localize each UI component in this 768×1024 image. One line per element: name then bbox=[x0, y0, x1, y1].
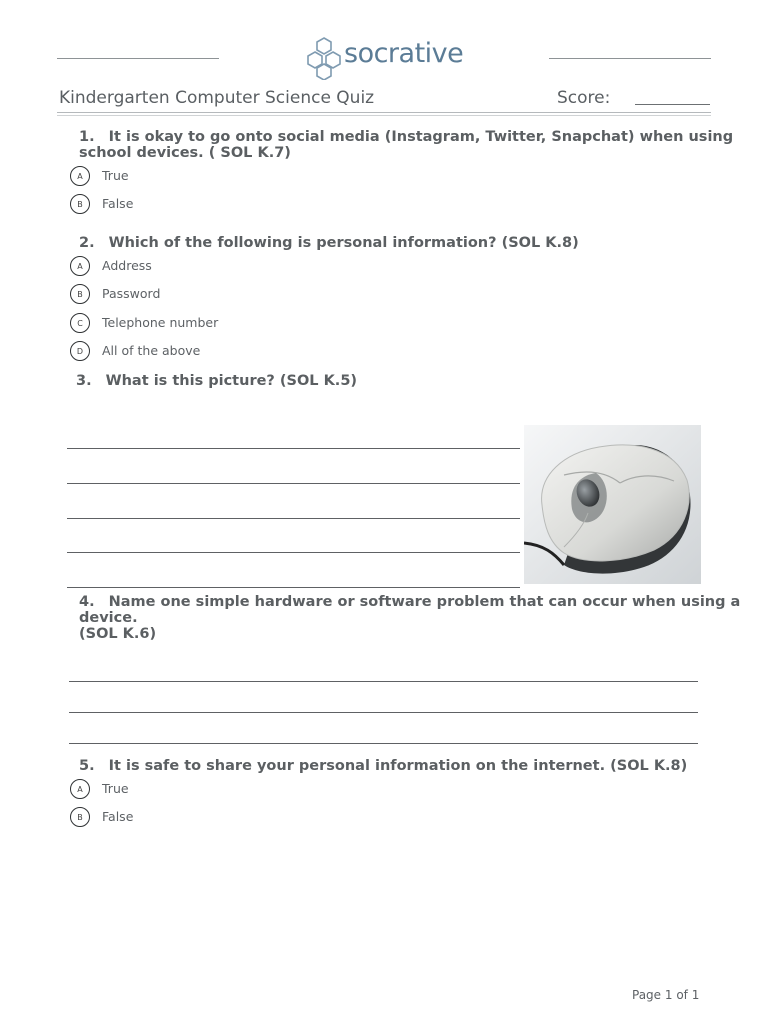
option-bubble[interactable]: B bbox=[70, 194, 90, 214]
question-text-cont: school devices. ( SOL K.7) bbox=[79, 145, 291, 161]
option-label: Telephone number bbox=[102, 315, 219, 330]
question-3 bbox=[76, 373, 476, 389]
question-5 bbox=[79, 758, 739, 774]
question-number: 4. bbox=[79, 594, 95, 610]
option-label: False bbox=[102, 196, 134, 211]
question-number: 3. bbox=[76, 373, 92, 389]
question-number: 2. bbox=[79, 235, 95, 251]
question-1 bbox=[79, 129, 739, 161]
brand-name: socrative bbox=[344, 38, 464, 69]
answer-line[interactable] bbox=[67, 448, 520, 449]
page-number: Page 1 of 1 bbox=[632, 988, 700, 1002]
answer-line[interactable] bbox=[67, 587, 520, 588]
question-2 bbox=[79, 235, 739, 251]
option-label: All of the above bbox=[102, 343, 201, 358]
question-text: What is this picture? (SOL K.5) bbox=[105, 373, 358, 389]
option-bubble[interactable]: B bbox=[70, 807, 90, 827]
answer-line[interactable] bbox=[69, 712, 698, 713]
answer-line[interactable] bbox=[69, 681, 698, 682]
score-label: Score: bbox=[557, 88, 611, 108]
question-text: It is okay to go onto social media (Instagram, Twitter, Snapchat) when using bbox=[108, 129, 734, 145]
option-bubble[interactable]: A bbox=[70, 779, 90, 799]
option-label: Address bbox=[102, 258, 152, 273]
socrative-logo bbox=[306, 36, 466, 80]
option-bubble[interactable]: B bbox=[70, 284, 90, 304]
question-number: 5. bbox=[79, 758, 95, 774]
question-text: Name one simple hardware or software problem that can occur when using a device. bbox=[79, 594, 741, 626]
hexagon-cluster-icon bbox=[306, 36, 342, 80]
header-rule-left bbox=[57, 58, 219, 59]
question-4 bbox=[79, 594, 759, 642]
option-label: True bbox=[102, 168, 129, 183]
question-text: Which of the following is personal information? (SOL K.8) bbox=[108, 235, 579, 251]
header-rule-right bbox=[549, 58, 711, 59]
option-label: False bbox=[102, 809, 134, 824]
option-bubble[interactable]: D bbox=[70, 341, 90, 361]
question-text: It is safe to share your personal information on the internet. (SOL K.8) bbox=[108, 758, 688, 774]
option-label: True bbox=[102, 781, 129, 796]
option-bubble[interactable]: A bbox=[70, 256, 90, 276]
option-bubble[interactable]: C bbox=[70, 313, 90, 333]
question-number: 1. bbox=[79, 129, 95, 145]
title-rule bbox=[57, 112, 711, 113]
option-bubble[interactable]: A bbox=[70, 166, 90, 186]
answer-line[interactable] bbox=[69, 743, 698, 744]
score-blank bbox=[635, 104, 710, 105]
answer-line[interactable] bbox=[67, 552, 520, 553]
answer-line[interactable] bbox=[67, 483, 520, 484]
answer-line[interactable] bbox=[67, 518, 520, 519]
computer-mouse-photo bbox=[524, 425, 701, 584]
option-label: Password bbox=[102, 286, 161, 301]
title-rule-2 bbox=[57, 115, 711, 116]
quiz-title: Kindergarten Computer Science Quiz bbox=[59, 88, 375, 108]
question-text-cont: (SOL K.6) bbox=[79, 626, 157, 642]
